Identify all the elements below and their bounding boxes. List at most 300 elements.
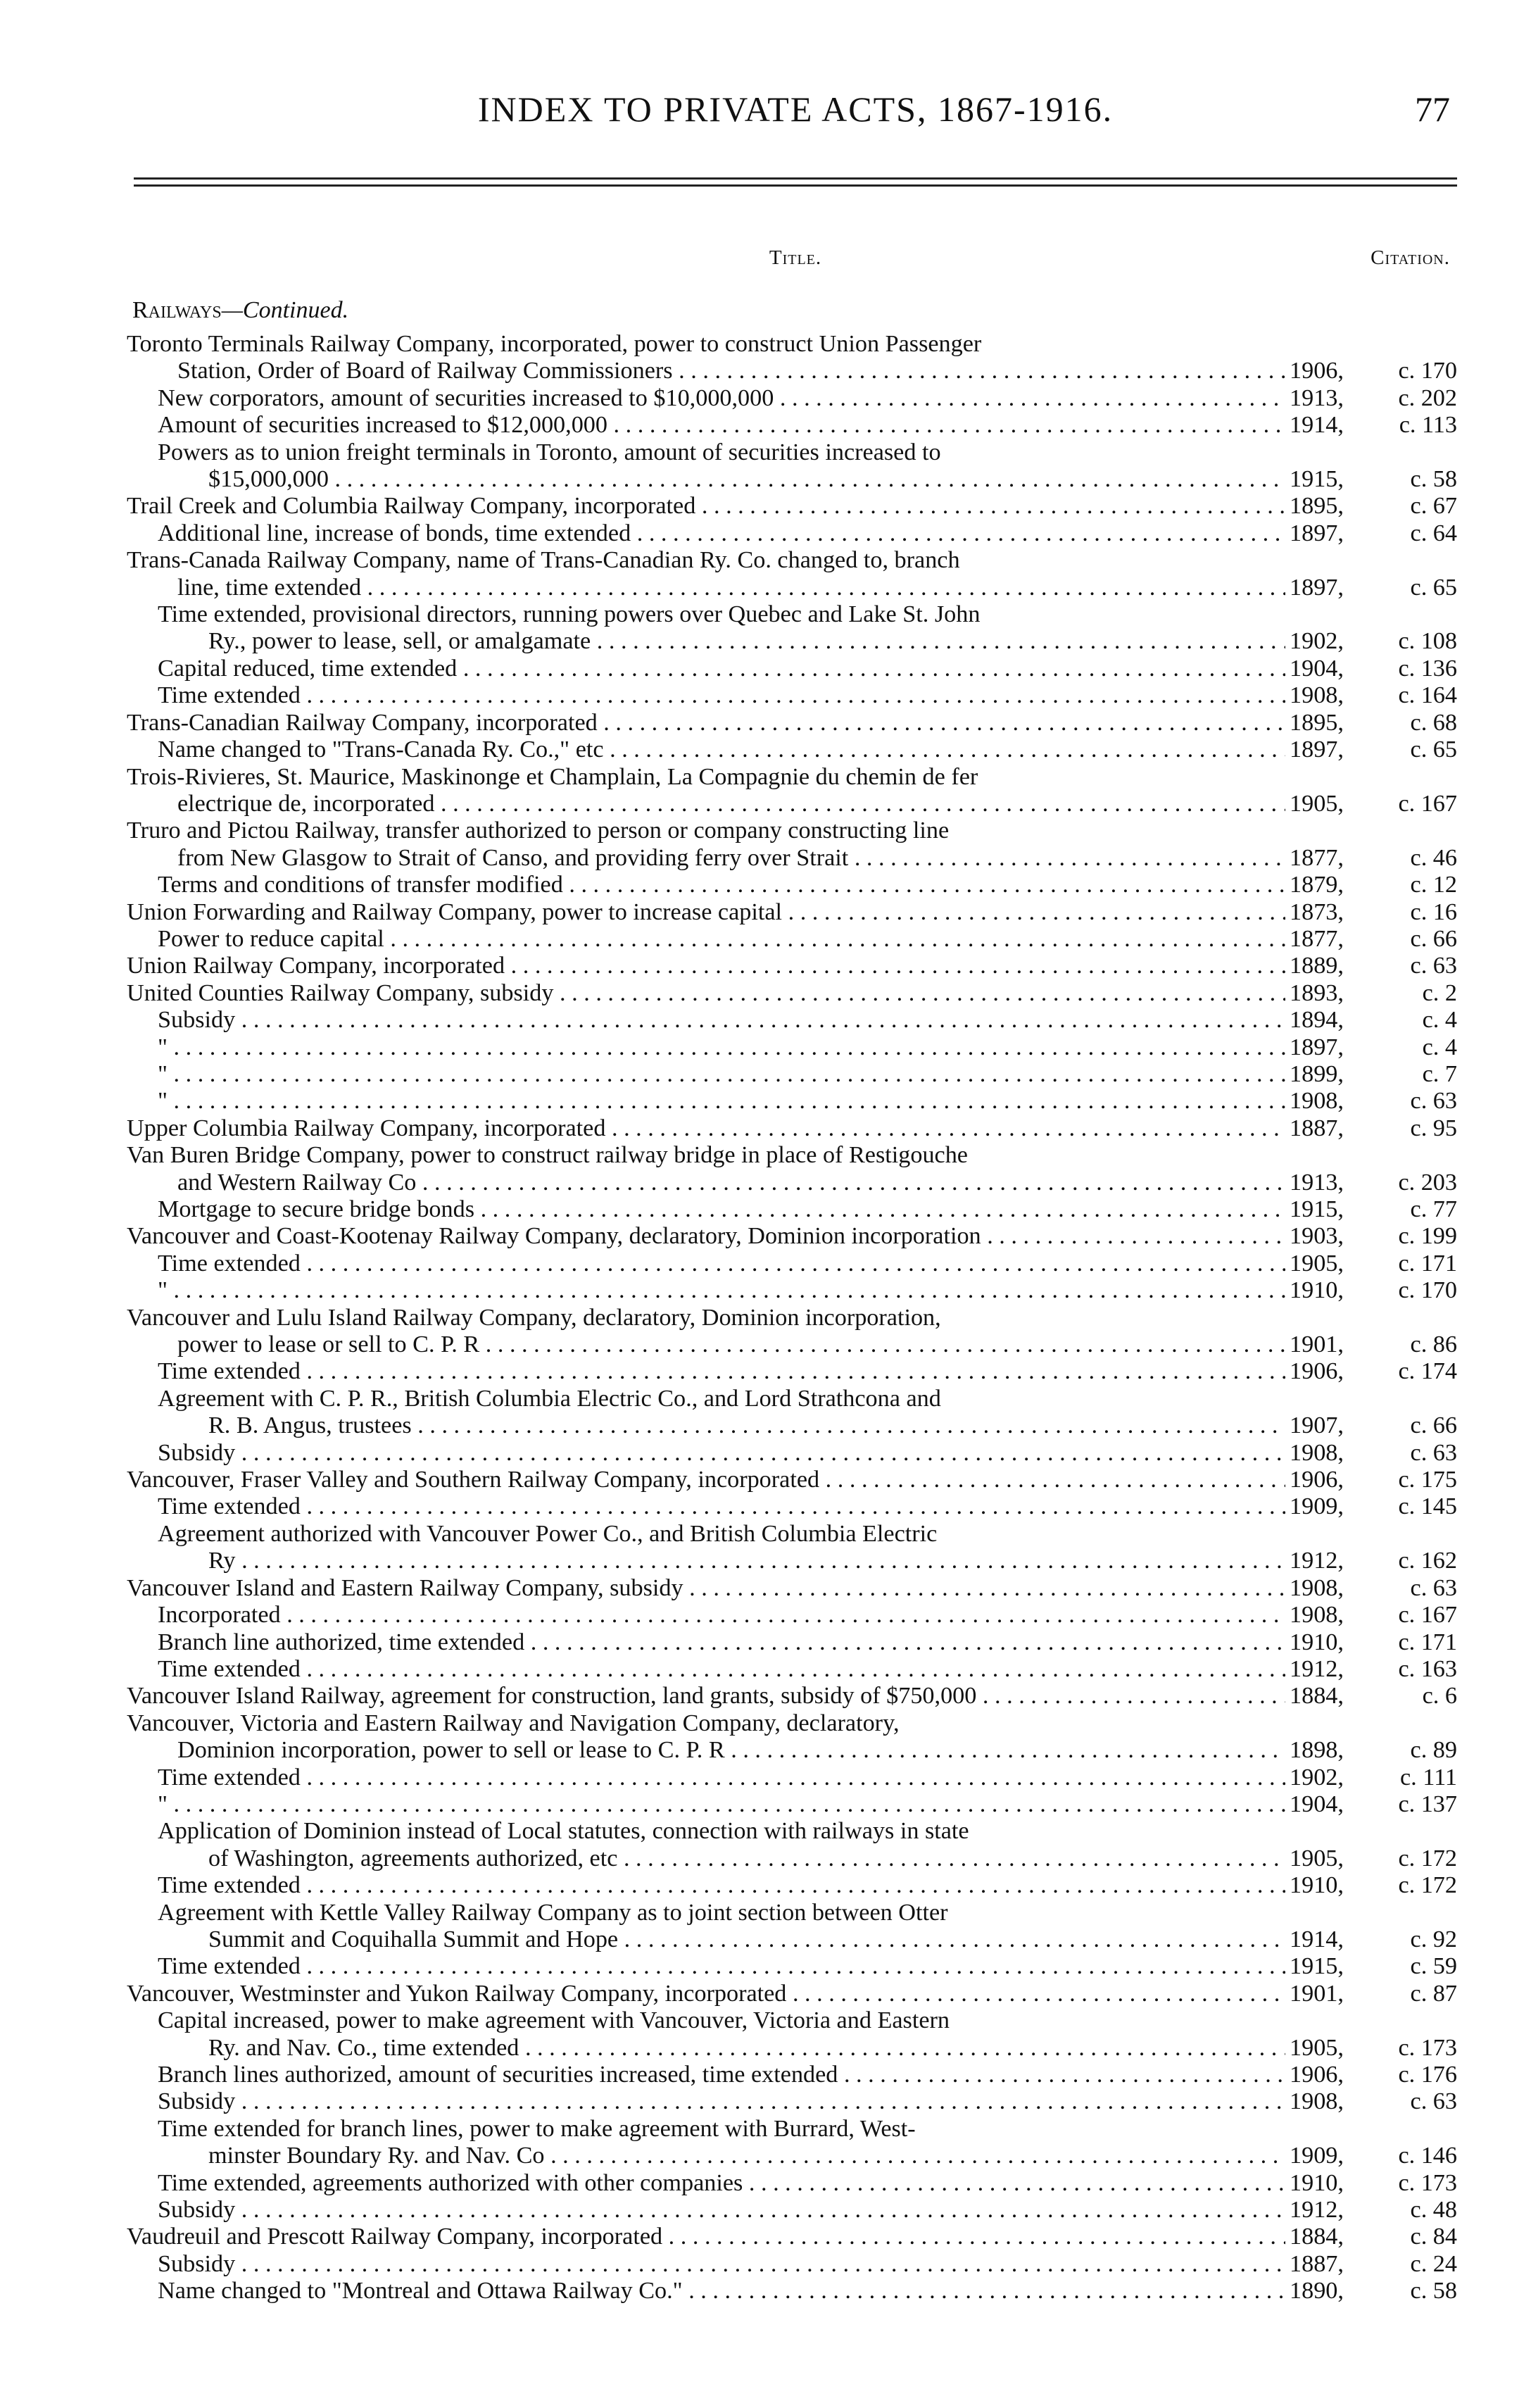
page-header bbox=[134, 79, 1457, 142]
index-entry bbox=[127, 2224, 1457, 2250]
citation-year: 1909, bbox=[1290, 1493, 1344, 1520]
index-entry-continuation bbox=[127, 1818, 1457, 1845]
citation-year: 1912, bbox=[1290, 1655, 1344, 1682]
entry-title: Terms and conditions of transfer modified . . . bbox=[158, 872, 1285, 898]
citation-year: 1873, bbox=[1290, 898, 1344, 925]
entry-title: Branch line authorized, time extended . . . bbox=[158, 1629, 1285, 1656]
citation-chapter: c. 199 bbox=[1398, 1223, 1457, 1250]
entry-title: Dominion incorporation, power to sell or lease to C. P. R . . . bbox=[177, 1737, 1285, 1764]
citation-chapter: c. 12 bbox=[1410, 872, 1457, 898]
citation-year: 1915, bbox=[1290, 1196, 1344, 1222]
index-entry bbox=[127, 1331, 1457, 1358]
citation-year: 1898, bbox=[1290, 1737, 1344, 1764]
entry-citation bbox=[1285, 2035, 1457, 2062]
index-entry-continuation bbox=[127, 1900, 1457, 1926]
citation-year: 1912, bbox=[1290, 1548, 1344, 1574]
entry-citation bbox=[1285, 2088, 1457, 2115]
entry-title: Subsidy . . . bbox=[158, 1007, 1285, 1034]
citation-year: 1877, bbox=[1290, 844, 1344, 871]
entry-citation bbox=[1285, 1764, 1457, 1791]
entry-citation bbox=[1285, 358, 1457, 384]
entry-title: of Washington, agreements authorized, etc . . . bbox=[208, 1845, 1285, 1872]
entry-title: Time extended . . . bbox=[158, 1872, 1285, 1899]
entry-citation bbox=[1285, 1440, 1457, 1467]
entry-title: from New Glasgow to Strait of Canso, and providing ferry over Strait . . . bbox=[177, 845, 1285, 872]
citation-chapter: c. 4 bbox=[1422, 1007, 1457, 1034]
index-entry-continuation bbox=[127, 2116, 1457, 2143]
index-entry bbox=[127, 1493, 1457, 1520]
citation-chapter: c. 173 bbox=[1398, 2034, 1457, 2061]
entry-citation bbox=[1285, 1034, 1457, 1061]
entry-citation bbox=[1285, 2278, 1457, 2304]
entry-title: Union Railway Company, incorporated . . . bbox=[127, 953, 1285, 979]
citation-year: 1894, bbox=[1290, 1007, 1344, 1034]
entry-title: $15,000,000 . . . bbox=[208, 466, 1285, 493]
page-title: INDEX TO PRIVATE ACTS, 1867-1916. bbox=[477, 89, 1114, 129]
entry-title: Incorporated . . . bbox=[158, 1602, 1285, 1629]
index-entry bbox=[127, 872, 1457, 898]
entry-citation bbox=[1285, 1602, 1457, 1629]
entry-citation bbox=[1285, 1575, 1457, 1602]
citation-year: 1902, bbox=[1290, 628, 1344, 655]
entry-title: Name changed to "Trans-Canada Ry. Co.," etc . . . bbox=[158, 736, 1285, 763]
entry-title: Union Forwarding and Railway Company, power to increase capital . . . bbox=[127, 899, 1285, 926]
citation-year: 1914, bbox=[1290, 412, 1344, 439]
entry-citation bbox=[1285, 385, 1457, 412]
column-heading-title: Title. bbox=[769, 246, 822, 269]
index-entry-continuation bbox=[127, 1710, 1457, 1737]
index-entry-continuation bbox=[127, 601, 1457, 628]
entry-title: Time extended . . . bbox=[158, 1953, 1285, 1980]
index-entry bbox=[127, 1872, 1457, 1899]
index-entry bbox=[127, 2278, 1457, 2304]
entry-title: " . . . bbox=[158, 1277, 1285, 1304]
entry-citation bbox=[1285, 1629, 1457, 1656]
index-entry bbox=[127, 1358, 1457, 1385]
citation-chapter: c. 58 bbox=[1410, 466, 1457, 493]
index-entry bbox=[127, 1981, 1457, 2007]
citation-year: 1904, bbox=[1290, 655, 1344, 682]
index-entry bbox=[127, 1575, 1457, 1602]
index-entry bbox=[127, 682, 1457, 709]
entry-title: Amount of securities increased to $12,000,000 . . . bbox=[158, 412, 1285, 439]
index-entry bbox=[127, 1196, 1457, 1223]
entry-citation bbox=[1285, 656, 1457, 682]
entry-citation bbox=[1285, 1791, 1457, 1818]
index-entry-continuation bbox=[127, 547, 1457, 574]
entry-citation bbox=[1285, 1683, 1457, 1710]
citation-year: 1884, bbox=[1290, 1683, 1344, 1710]
index-entry bbox=[127, 466, 1457, 493]
entry-title: Time extended, agreements authorized with other companies . . . bbox=[158, 2170, 1285, 2197]
index-entry-continuation bbox=[127, 1521, 1457, 1548]
entry-title: Agreement authorized with Vancouver Power Co., and British Columbia Electric bbox=[158, 1520, 938, 1547]
index-entry bbox=[127, 736, 1457, 763]
citation-year: 1897, bbox=[1290, 520, 1344, 546]
citation-chapter: c. 46 bbox=[1410, 844, 1457, 871]
citation-year: 1915, bbox=[1290, 466, 1344, 493]
entry-citation bbox=[1285, 1548, 1457, 1574]
entry-citation bbox=[1285, 628, 1457, 655]
entry-title: and Western Railway Co . . . bbox=[177, 1169, 1285, 1196]
entry-title: Upper Columbia Railway Company, incorporated . . . bbox=[127, 1115, 1285, 1142]
entry-title: Subsidy . . . bbox=[158, 2088, 1285, 2115]
citation-year: 1903, bbox=[1290, 1223, 1344, 1250]
index-entry bbox=[127, 1764, 1457, 1791]
entry-title: Time extended . . . bbox=[158, 1493, 1285, 1520]
citation-chapter: c. 172 bbox=[1398, 1872, 1457, 1899]
index-entry bbox=[127, 2251, 1457, 2278]
citation-year: 1899, bbox=[1290, 1060, 1344, 1087]
entry-title: Time extended, provisional directors, running powers over Quebec and Lake St. John bbox=[158, 601, 981, 628]
citation-chapter: c. 48 bbox=[1410, 2197, 1457, 2224]
entry-title: Subsidy . . . bbox=[158, 1440, 1285, 1467]
index-entry bbox=[127, 1115, 1457, 1142]
citation-chapter: c. 66 bbox=[1410, 1412, 1457, 1439]
entry-title: Vancouver and Lulu Island Railway Company, declaratory, Dominion incorporation, bbox=[127, 1304, 941, 1331]
entry-citation bbox=[1285, 1872, 1457, 1899]
entry-citation bbox=[1285, 412, 1457, 439]
citation-year: 1915, bbox=[1290, 1953, 1344, 1980]
entry-title: Toronto Terminals Railway Company, incorporated, power to construct Union Passenger bbox=[127, 331, 982, 357]
citation-year: 1901, bbox=[1290, 1980, 1344, 2007]
index-entry-continuation bbox=[127, 1142, 1457, 1169]
entry-title: Trois-Rivieres, St. Maurice, Maskinonge et Champlain, La Compagnie du chemin de fer bbox=[127, 763, 978, 790]
citation-year: 1910, bbox=[1290, 2169, 1344, 2196]
citation-chapter: c. 170 bbox=[1398, 358, 1457, 384]
index-entry bbox=[127, 628, 1457, 655]
citation-year: 1905, bbox=[1290, 1250, 1344, 1277]
entry-title: Trail Creek and Columbia Railway Company, incorporated . . . bbox=[127, 493, 1285, 520]
citation-chapter: c. 146 bbox=[1398, 2143, 1457, 2169]
entry-citation bbox=[1285, 1737, 1457, 1764]
entry-title: Truro and Pictou Railway, transfer authorized to person or company constructing line bbox=[127, 817, 950, 844]
entry-citation bbox=[1285, 2251, 1457, 2278]
citation-chapter: c. 164 bbox=[1398, 682, 1457, 709]
citation-year: 1895, bbox=[1290, 493, 1344, 520]
entry-citation bbox=[1285, 1115, 1457, 1142]
citation-year: 1906, bbox=[1290, 2062, 1344, 2088]
citation-chapter: c. 113 bbox=[1399, 412, 1457, 439]
entry-citation bbox=[1285, 1250, 1457, 1277]
citation-chapter: c. 173 bbox=[1398, 2169, 1457, 2196]
entry-title: United Counties Railway Company, subsidy . . . bbox=[127, 980, 1285, 1007]
index-entry bbox=[127, 1602, 1457, 1629]
index-entry bbox=[127, 2170, 1457, 2197]
citation-chapter: c. 63 bbox=[1410, 1088, 1457, 1115]
entry-citation bbox=[1285, 2170, 1457, 2197]
index-entry-continuation bbox=[127, 2007, 1457, 2034]
entry-title: Vancouver Island Railway, agreement for construction, land grants, subsidy of $750,000 . . . bbox=[127, 1683, 1285, 1710]
entry-citation bbox=[1285, 980, 1457, 1007]
index-entry-continuation bbox=[127, 439, 1457, 466]
index-entry bbox=[127, 1034, 1457, 1061]
index-entry bbox=[127, 2143, 1457, 2169]
citation-chapter: c. 66 bbox=[1410, 925, 1457, 952]
citation-year: 1887, bbox=[1290, 2250, 1344, 2277]
citation-chapter: c. 171 bbox=[1398, 1250, 1457, 1277]
index-entry bbox=[127, 926, 1457, 953]
citation-year: 1897, bbox=[1290, 736, 1344, 763]
index-entry bbox=[127, 1007, 1457, 1034]
entry-citation bbox=[1285, 1981, 1457, 2007]
citation-chapter: c. 89 bbox=[1410, 1737, 1457, 1764]
citation-chapter: c. 63 bbox=[1410, 2088, 1457, 2115]
index-entry bbox=[127, 1926, 1457, 1953]
citation-chapter: c. 65 bbox=[1410, 736, 1457, 763]
entry-title: New corporators, amount of securities increased to $10,000,000 . . . bbox=[158, 385, 1285, 412]
entry-citation bbox=[1285, 899, 1457, 926]
citation-year: 1897, bbox=[1290, 1034, 1344, 1060]
citation-chapter: c. 63 bbox=[1410, 1439, 1457, 1466]
citation-chapter: c. 163 bbox=[1398, 1655, 1457, 1682]
citation-year: 1910, bbox=[1290, 1277, 1344, 1304]
entry-citation bbox=[1285, 1953, 1457, 1980]
entry-citation bbox=[1285, 791, 1457, 817]
citation-chapter: c. 84 bbox=[1410, 2224, 1457, 2250]
citation-year: 1904, bbox=[1290, 1791, 1344, 1817]
page-number: 77 bbox=[1415, 89, 1450, 129]
citation-chapter: c. 92 bbox=[1410, 1926, 1457, 1952]
citation-chapter: c. 136 bbox=[1398, 655, 1457, 682]
citation-year: 1893, bbox=[1290, 979, 1344, 1006]
index-entry bbox=[127, 2088, 1457, 2115]
index-entry bbox=[127, 358, 1457, 384]
column-headings bbox=[134, 246, 1457, 282]
citation-year: 1905, bbox=[1290, 2034, 1344, 2061]
header-rule-bottom bbox=[134, 184, 1457, 187]
entry-citation bbox=[1285, 845, 1457, 872]
citation-year: 1913, bbox=[1290, 384, 1344, 411]
citation-chapter: c. 172 bbox=[1398, 1845, 1457, 1871]
citation-year: 1890, bbox=[1290, 2278, 1344, 2304]
citation-chapter: c. 58 bbox=[1410, 2278, 1457, 2304]
citation-chapter: c. 7 bbox=[1422, 1060, 1457, 1087]
index-entry bbox=[127, 1440, 1457, 1467]
index-entry bbox=[127, 2035, 1457, 2062]
citation-chapter: c. 59 bbox=[1410, 1953, 1457, 1980]
citation-year: 1906, bbox=[1290, 1358, 1344, 1385]
citation-chapter: c. 203 bbox=[1398, 1169, 1457, 1196]
entry-title: Station, Order of Board of Railway Commissioners . . . bbox=[177, 358, 1285, 384]
citation-chapter: c. 67 bbox=[1410, 493, 1457, 520]
entry-title: Powers as to union freight terminals in Toronto, amount of securities increased to bbox=[158, 439, 941, 465]
entry-title: " . . . bbox=[158, 1088, 1285, 1115]
entry-title: Capital increased, power to make agreement with Vancouver, Victoria and Eastern bbox=[158, 2007, 950, 2034]
entry-title: Capital reduced, time extended . . . bbox=[158, 656, 1285, 682]
entry-citation bbox=[1285, 2197, 1457, 2224]
citation-chapter: c. 68 bbox=[1410, 709, 1457, 736]
citation-year: 1906, bbox=[1290, 1467, 1344, 1493]
citation-year: 1889, bbox=[1290, 953, 1344, 979]
index-entry bbox=[127, 1683, 1457, 1710]
entry-citation bbox=[1285, 1412, 1457, 1439]
citation-year: 1908, bbox=[1290, 1602, 1344, 1629]
citation-chapter: c. 63 bbox=[1410, 953, 1457, 979]
section-continued: —Continued. bbox=[221, 297, 349, 323]
citation-year: 1906, bbox=[1290, 358, 1344, 384]
citation-chapter: c. 95 bbox=[1410, 1115, 1457, 1141]
citation-chapter: c. 65 bbox=[1410, 574, 1457, 601]
index-entry bbox=[127, 1277, 1457, 1304]
citation-year: 1907, bbox=[1290, 1412, 1344, 1439]
entry-citation bbox=[1285, 1007, 1457, 1034]
entry-title: Vaudreuil and Prescott Railway Company, incorporated . . . bbox=[127, 2224, 1285, 2250]
citation-chapter: c. 175 bbox=[1398, 1467, 1457, 1493]
entry-citation bbox=[1285, 2062, 1457, 2088]
entry-citation bbox=[1285, 493, 1457, 520]
entry-title: " . . . bbox=[158, 1034, 1285, 1061]
entry-title: R. B. Angus, trustees . . . bbox=[208, 1412, 1285, 1439]
entry-title: Summit and Coquihalla Summit and Hope . . . bbox=[208, 1926, 1285, 1953]
entry-title: Time extended . . . bbox=[158, 682, 1285, 709]
citation-year: 1879, bbox=[1290, 872, 1344, 898]
citation-year: 1908, bbox=[1290, 1574, 1344, 1601]
citation-year: 1910, bbox=[1290, 1629, 1344, 1655]
entry-citation bbox=[1285, 520, 1457, 547]
entry-citation bbox=[1285, 953, 1457, 979]
index-entry bbox=[127, 1061, 1457, 1088]
entry-title: Time extended . . . bbox=[158, 1764, 1285, 1791]
entry-title: Van Buren Bridge Company, power to construct railway bridge in place of Restigouche bbox=[127, 1142, 968, 1169]
entry-title: Time extended . . . bbox=[158, 1250, 1285, 1277]
index-entry-continuation bbox=[127, 1386, 1457, 1412]
index-entry bbox=[127, 1088, 1457, 1115]
citation-chapter: c. 16 bbox=[1410, 898, 1457, 925]
entry-title: Trans-Canada Railway Company, name of Trans-Canadian Ry. Co. changed to, branch bbox=[127, 547, 960, 574]
citation-chapter: c. 167 bbox=[1398, 790, 1457, 817]
index-entry bbox=[127, 1467, 1457, 1493]
index-entry bbox=[127, 1953, 1457, 1980]
entry-citation bbox=[1285, 1845, 1457, 1872]
citation-year: 1902, bbox=[1290, 1764, 1344, 1791]
section-heading bbox=[132, 297, 348, 324]
index-entry bbox=[127, 791, 1457, 817]
entry-citation bbox=[1285, 466, 1457, 493]
entry-citation bbox=[1285, 710, 1457, 736]
citation-year: 1901, bbox=[1290, 1331, 1344, 1358]
entry-citation bbox=[1285, 1196, 1457, 1223]
citation-year: 1908, bbox=[1290, 682, 1344, 709]
citation-chapter: c. 176 bbox=[1398, 2062, 1457, 2088]
index-entry-continuation bbox=[127, 331, 1457, 358]
index-entry bbox=[127, 493, 1457, 520]
entry-citation bbox=[1285, 1169, 1457, 1196]
citation-chapter: c. 111 bbox=[1399, 1764, 1457, 1791]
entry-title: Subsidy . . . bbox=[158, 2251, 1285, 2278]
citation-chapter: c. 77 bbox=[1410, 1196, 1457, 1222]
entry-citation bbox=[1285, 1088, 1457, 1115]
citation-year: 1897, bbox=[1290, 574, 1344, 601]
index-entry bbox=[127, 953, 1457, 979]
index-entry bbox=[127, 1223, 1457, 1250]
index-entry-continuation bbox=[127, 817, 1457, 844]
index-entry bbox=[127, 980, 1457, 1007]
index-entry bbox=[127, 1412, 1457, 1439]
index-entry bbox=[127, 1169, 1457, 1196]
entry-title: Branch lines authorized, amount of securities increased, time extended . . . bbox=[158, 2062, 1285, 2088]
entry-title: Time extended . . . bbox=[158, 1656, 1285, 1683]
index-entry bbox=[127, 1656, 1457, 1683]
entry-citation bbox=[1285, 1493, 1457, 1520]
index-entry bbox=[127, 2197, 1457, 2224]
index-entry bbox=[127, 1791, 1457, 1818]
entry-title: Additional line, increase of bonds, time extended . . . bbox=[158, 520, 1285, 547]
header-rule-top bbox=[134, 177, 1457, 180]
entry-title: Subsidy . . . bbox=[158, 2197, 1285, 2224]
citation-chapter: c. 174 bbox=[1398, 1358, 1457, 1385]
entry-title: Trans-Canadian Railway Company, incorporated . . . bbox=[127, 710, 1285, 736]
entry-citation bbox=[1285, 2224, 1457, 2250]
entry-citation bbox=[1285, 736, 1457, 763]
entry-title: Vancouver, Victoria and Eastern Railway and Navigation Company, declaratory, bbox=[127, 1710, 900, 1736]
entry-title: Name changed to "Montreal and Ottawa Railway Co." . . . bbox=[158, 2278, 1285, 2304]
citation-chapter: c. 170 bbox=[1398, 1277, 1457, 1304]
entry-citation bbox=[1285, 1277, 1457, 1304]
entry-title: minster Boundary Ry. and Nav. Co . . . bbox=[208, 2143, 1285, 2169]
entry-title: Ry., power to lease, sell, or amalgamate . . . bbox=[208, 628, 1285, 655]
entry-citation bbox=[1285, 1358, 1457, 1385]
entry-citation bbox=[1285, 1926, 1457, 1953]
entry-title: electrique de, incorporated . . . bbox=[177, 791, 1285, 817]
citation-year: 1909, bbox=[1290, 2143, 1344, 2169]
index-entry bbox=[127, 710, 1457, 736]
citation-year: 1910, bbox=[1290, 1872, 1344, 1899]
entry-citation bbox=[1285, 1656, 1457, 1683]
entry-title: Time extended . . . bbox=[158, 1358, 1285, 1385]
index-entry bbox=[127, 1629, 1457, 1656]
index-entry-continuation bbox=[127, 764, 1457, 791]
entry-title: Vancouver, Westminster and Yukon Railway Company, incorporated . . . bbox=[127, 1981, 1285, 2007]
citation-year: 1877, bbox=[1290, 925, 1344, 952]
entry-title: Mortgage to secure bridge bonds . . . bbox=[158, 1196, 1285, 1223]
index-entry bbox=[127, 1548, 1457, 1574]
entry-title: " . . . bbox=[158, 1061, 1285, 1088]
entry-citation bbox=[1285, 1061, 1457, 1088]
citation-chapter: c. 162 bbox=[1398, 1548, 1457, 1574]
citation-chapter: c. 64 bbox=[1410, 520, 1457, 546]
citation-chapter: c. 63 bbox=[1410, 1574, 1457, 1601]
index-entry bbox=[127, 1250, 1457, 1277]
entry-citation bbox=[1285, 1223, 1457, 1250]
section-name: Railways bbox=[132, 297, 222, 323]
index-entry bbox=[127, 2062, 1457, 2088]
citation-chapter: c. 2 bbox=[1422, 979, 1457, 1006]
citation-chapter: c. 137 bbox=[1398, 1791, 1457, 1817]
citation-chapter: c. 171 bbox=[1398, 1629, 1457, 1655]
index-entry bbox=[127, 520, 1457, 547]
citation-chapter: c. 24 bbox=[1410, 2250, 1457, 2277]
citation-chapter: c. 86 bbox=[1410, 1331, 1457, 1358]
citation-chapter: c. 202 bbox=[1398, 384, 1457, 411]
entry-title: Power to reduce capital . . . bbox=[158, 926, 1285, 953]
citation-chapter: c. 108 bbox=[1398, 628, 1457, 655]
entry-title: Time extended for branch lines, power to make agreement with Burrard, West- bbox=[158, 2115, 916, 2142]
index-entry-continuation bbox=[127, 1305, 1457, 1331]
index-entry bbox=[127, 656, 1457, 682]
citation-year: 1905, bbox=[1290, 790, 1344, 817]
entry-citation bbox=[1285, 926, 1457, 953]
entry-title: Application of Dominion instead of Local statutes, connection with railways in state bbox=[158, 1818, 969, 1845]
index-entry bbox=[127, 899, 1457, 926]
citation-year: 1887, bbox=[1290, 1115, 1344, 1141]
citation-chapter: c. 145 bbox=[1398, 1493, 1457, 1520]
citation-chapter: c. 167 bbox=[1398, 1602, 1457, 1629]
entry-title: " . . . bbox=[158, 1791, 1285, 1818]
citation-year: 1908, bbox=[1290, 2088, 1344, 2115]
entry-citation bbox=[1285, 872, 1457, 898]
entry-title: Vancouver, Fraser Valley and Southern Railway Company, incorporated . . . bbox=[127, 1467, 1285, 1493]
